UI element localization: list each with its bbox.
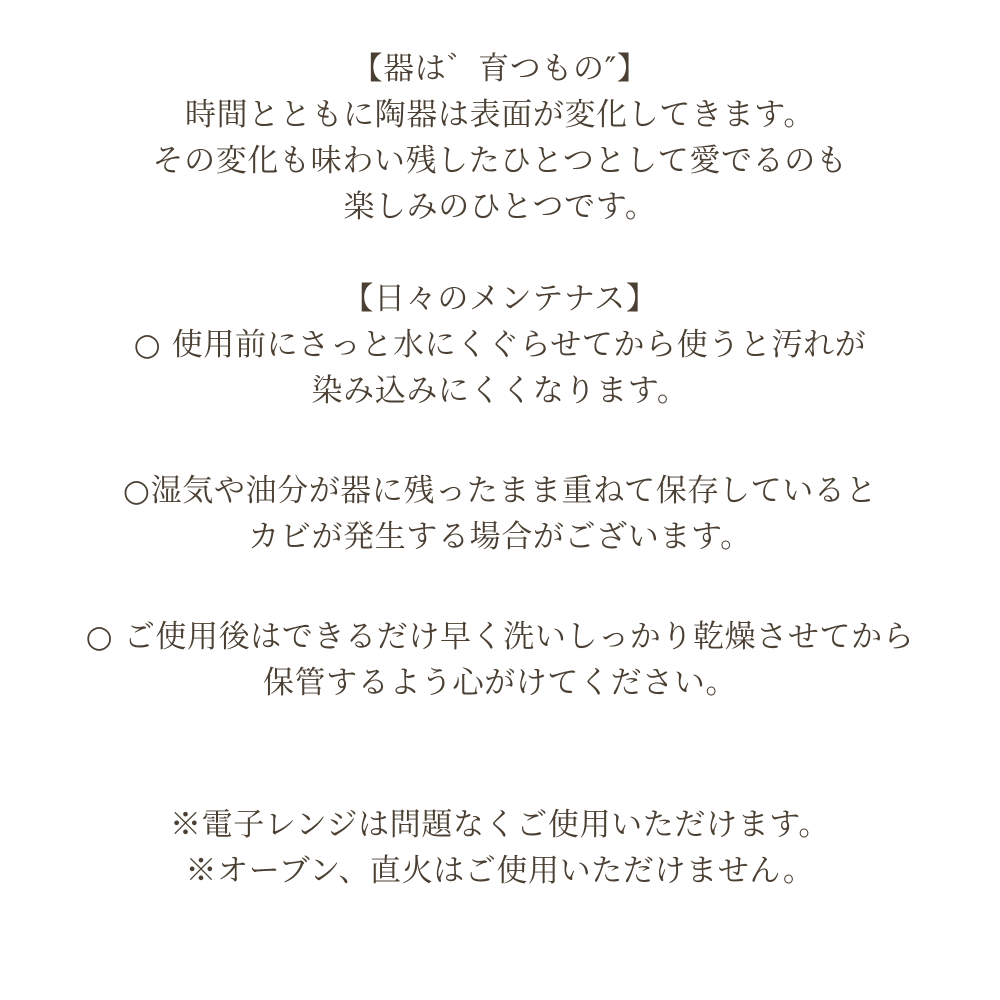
section-daily-maintenance-heading: [40, 276, 960, 322]
body-line: その変化も味わい残したひとつとして愛でるのも: [152, 143, 848, 179]
body-line: 染み込みにくくなります。: [311, 373, 689, 409]
section-heading-text: 【器は゛育つもの″】: [351, 51, 649, 87]
body-line: 時間とともに陶器は表面が変化してきます。: [185, 97, 815, 133]
body-line: 楽しみのひとつです。: [343, 189, 657, 225]
section-daily-maintenance-body: [40, 322, 960, 414]
section-appliance-notes-body: [40, 802, 960, 894]
body-line: カビが発生する場合がございます。: [248, 519, 752, 555]
body-line: 保管するよう心がけてください。: [262, 665, 738, 701]
section-growing-vessel-heading: [40, 46, 960, 92]
section-growing-vessel-body: [40, 92, 960, 230]
body-line: ○ ご使用後はできるだけ早く洗いしっかり乾燥させてから: [85, 619, 915, 655]
body-line: ○ 使用前にさっと水にくぐらせてから使うと汚れが: [133, 327, 867, 363]
section-mold-warning-body: [40, 468, 960, 560]
section-after-use-body: [40, 614, 960, 706]
body-line: ※電子レンジは問題なくご使用いただけます。: [170, 807, 830, 843]
body-line: ○湿気や油分が器に残ったまま重ねて保存していると: [122, 473, 878, 509]
body-line: ※オーブン、直火はご使用いただけません。: [185, 853, 815, 889]
section-heading-text: 【日々のメンテナス】: [342, 281, 658, 317]
